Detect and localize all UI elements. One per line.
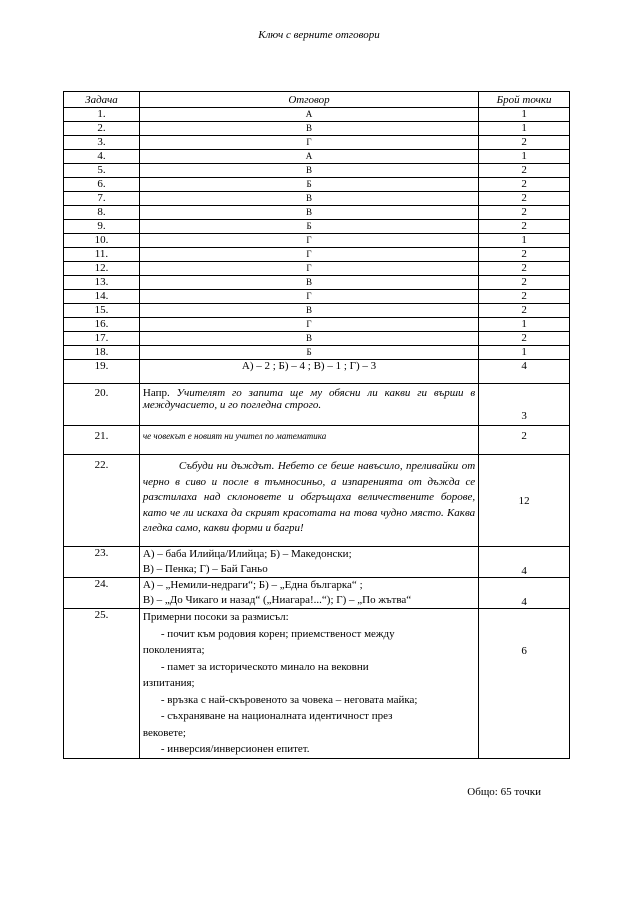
task-number: 25.: [64, 609, 140, 759]
answer-cell: А: [139, 150, 478, 164]
table-row: [64, 262, 570, 276]
points-cell: 4: [479, 547, 570, 578]
answer-line: А) – „Немили-недраги“; Б) – „Една българка“ ;: [142, 579, 363, 591]
task-number: 10.: [64, 234, 140, 248]
answer-line: В) – „До Чикаго и назад“ („Ниагара!...“); Г) – „По жътва“: [142, 594, 412, 606]
answer-cell: Г: [139, 248, 478, 262]
table-row: [64, 455, 570, 547]
task-number: 19.: [64, 360, 140, 384]
points-cell: 1: [479, 108, 570, 122]
answer-cell: Г: [139, 318, 478, 332]
points-cell: 2: [479, 164, 570, 178]
table-row: [64, 578, 570, 609]
task-number: 22.: [64, 455, 140, 547]
answer-cell: В: [139, 304, 478, 318]
answer-cell: Б: [139, 346, 478, 360]
task-number: 15.: [64, 304, 140, 318]
table-row: [64, 192, 570, 206]
points-cell: 2: [479, 276, 570, 290]
table-row: [64, 426, 570, 455]
table-row: [64, 547, 570, 578]
table-row: [64, 234, 570, 248]
table-row: [64, 276, 570, 290]
list-item-continued: изпитания;: [142, 677, 195, 689]
task-number: 14.: [64, 290, 140, 304]
answer-cell: Б: [139, 220, 478, 234]
answer-cell: Събуди ни дъждът. Небето се беше навъсило, преливайки от черно в сиво и после в тъмносиньо, а изпаренията от дъжда се разстилаха над склоновете и обгръщаха величествените борове, като че ли искаха да скрият красотата на това чудно място. Каква гледка само, какви форми и багри!: [139, 455, 478, 547]
task-number: 7.: [64, 192, 140, 206]
task-number: 17.: [64, 332, 140, 346]
table-row: [64, 136, 570, 150]
list-item-continued: поколенията;: [142, 644, 205, 656]
answer-cell: Г: [139, 136, 478, 150]
points-cell: 2: [479, 178, 570, 192]
points-cell: 2: [479, 332, 570, 346]
list-item: - връзка с най-скъровеното за човека – неговата майка;: [160, 693, 418, 706]
points-cell: 4: [479, 360, 570, 384]
answer-cell: А: [139, 108, 478, 122]
answer-cell: [139, 609, 478, 759]
task-number: 20.: [64, 384, 140, 426]
list-item: - почит към родовия корен; приемственост между: [160, 627, 395, 640]
points-cell: 1: [479, 150, 570, 164]
points-cell: 12: [479, 455, 570, 547]
points-cell: 2: [479, 262, 570, 276]
points-cell: 2: [479, 290, 570, 304]
header-points: Брой точки: [479, 92, 570, 108]
answer-cell: В: [139, 276, 478, 290]
table-row: [64, 150, 570, 164]
answer-cell: В: [139, 206, 478, 220]
points-cell: 2: [479, 136, 570, 150]
table-row: [64, 220, 570, 234]
answer-cell: [139, 578, 478, 609]
table-row: [64, 318, 570, 332]
answer-cell: [139, 547, 478, 578]
table-row: [64, 360, 570, 384]
table-row: [64, 248, 570, 262]
table-row: [64, 122, 570, 136]
points-cell: 4: [479, 578, 570, 609]
answer-text: Учителят го запита ще му обясни ли какви ги върши в междучасието, и го погледна строго.: [142, 387, 476, 411]
table-row: [64, 108, 570, 122]
points-cell: 6: [479, 609, 570, 759]
points-cell: 2: [479, 220, 570, 234]
answer-cell: Б: [139, 178, 478, 192]
points-cell: 1: [479, 346, 570, 360]
table-row: [64, 609, 570, 759]
task-number: 2.: [64, 122, 140, 136]
header-answer: Отговор: [139, 92, 478, 108]
task-number: 8.: [64, 206, 140, 220]
task-number: 6.: [64, 178, 140, 192]
answer-prefix: Напр.: [142, 387, 170, 399]
task-number: 5.: [64, 164, 140, 178]
total-points: Общо: 65 точки: [467, 786, 541, 798]
task-number: 4.: [64, 150, 140, 164]
task-number: 9.: [64, 220, 140, 234]
points-cell: 2: [479, 248, 570, 262]
task-number: 21.: [64, 426, 140, 455]
answer-line: А) – баба Илийца/Илийца; Б) – Македонски;: [142, 548, 352, 560]
table-row: [64, 164, 570, 178]
answer-cell: Г: [139, 262, 478, 276]
points-cell: 3: [479, 384, 570, 426]
points-cell: 1: [479, 318, 570, 332]
answer-cell: Г: [139, 290, 478, 304]
task-number: 18.: [64, 346, 140, 360]
table-row: [64, 346, 570, 360]
answer-cell: В: [139, 122, 478, 136]
task-number: 3.: [64, 136, 140, 150]
page-title: Ключ с верните отговори: [258, 29, 380, 41]
task-number: 1.: [64, 108, 140, 122]
task-number: 11.: [64, 248, 140, 262]
task-number: 24.: [64, 578, 140, 609]
answer-cell: че човекът е новият ни учител по математика: [139, 426, 478, 455]
header-task: Задача: [64, 92, 140, 108]
answer-intro: Примерни посоки за размисъл:: [142, 611, 289, 623]
list-item: - инверсия/инверсионен епитет.: [160, 743, 310, 755]
points-cell: 2: [479, 426, 570, 455]
table-row: [64, 178, 570, 192]
task-number: 13.: [64, 276, 140, 290]
points-cell: 2: [479, 206, 570, 220]
table-row: [64, 290, 570, 304]
table-header-row: [64, 92, 570, 108]
task-number: 12.: [64, 262, 140, 276]
points-cell: 1: [479, 122, 570, 136]
answer-cell: В: [139, 164, 478, 178]
table-row: [64, 304, 570, 318]
task-number: 16.: [64, 318, 140, 332]
answer-cell: А) – 2 ; Б) – 4 ; В) – 1 ; Г) – 3: [139, 360, 478, 384]
task-number: 23.: [64, 547, 140, 578]
answer-key-table: [63, 91, 570, 759]
list-item: - съхраняване на националната идентичност през: [160, 710, 393, 722]
answer-cell: В: [139, 192, 478, 206]
table-row: [64, 384, 570, 426]
answer-cell: Г: [139, 234, 478, 248]
points-cell: 2: [479, 304, 570, 318]
answer-cell: В: [139, 332, 478, 346]
answer-cell: [139, 384, 478, 426]
points-cell: 2: [479, 192, 570, 206]
answer-line: В) – Пенка; Г) – Бай Ганьо: [142, 563, 268, 575]
list-item: - памет за историческото минало на вековни: [160, 660, 369, 673]
list-item-continued: вековете;: [142, 726, 186, 739]
table-row: [64, 332, 570, 346]
table-row: [64, 206, 570, 220]
points-cell: 1: [479, 234, 570, 248]
